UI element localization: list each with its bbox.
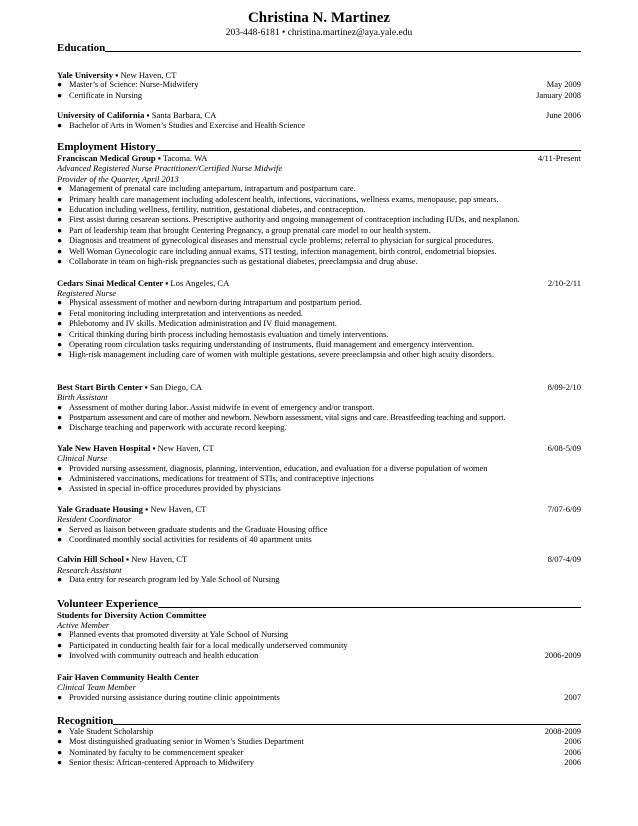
job-org: Best Start Birth Center ▪ <box>57 381 148 392</box>
job-dates: 7/07-6/09 <box>547 503 581 514</box>
job-dates: 8/09-2/10 <box>547 381 581 392</box>
job-org: Yale Graduate Housing ▪ <box>57 503 149 514</box>
employment-heading: Employment History <box>57 141 581 153</box>
list-item: ● Bachelor of Arts in Women’s Studies and Exercise and Health Science <box>57 120 305 130</box>
list-item: ● Involved with community outreach and health education 2006-2009 <box>57 651 581 661</box>
list-item: ● First assist during cesarean sections. Prescriptive authority and ongoing management of contraception including IUDs, and nexplanon. <box>57 215 520 225</box>
list-item: ● Yale Student Scholarship 2008-2009 <box>57 726 581 736</box>
job-role: Clinical Nurse <box>57 453 108 464</box>
list-item: ● Administered vaccinations, medications for treatment of STIs, and contraceptive injections <box>57 474 374 483</box>
list-item: ● Nominated by faculty to be commencement speaker 2006 <box>57 747 581 757</box>
volunteer-diversity <box>57 610 581 662</box>
job-location: Los Angeles, CA <box>168 277 230 288</box>
school-name: University of California ▪ <box>57 110 150 121</box>
school-name: Yale University ▪ <box>57 70 119 80</box>
job-award: Provider of the Quarter, April 2013 <box>57 173 179 184</box>
volunteer-heading: Volunteer Experience <box>57 598 581 610</box>
job-location: Tacoma. WA <box>160 153 208 164</box>
education-ucsb <box>57 110 581 131</box>
recognition-heading: Recognition <box>57 715 581 727</box>
list-item: ● Diagnosis and treatment of gynecological diseases and menstrual cycle problems; referral to physician for surgical procedures. <box>57 236 494 246</box>
contact-info: 203-448-6181 • christina.martinez@aya.yale.edu <box>225 28 413 38</box>
volunteer-role: Active Member <box>57 620 110 631</box>
job-dates: 6/08-5/09 <box>547 442 581 453</box>
list-item: ● Senior thesis: African-centered Approach to Midwifery 2006 <box>57 758 581 768</box>
recognition-list <box>57 727 581 769</box>
candidate-name: Christina N. Martinez <box>247 10 391 26</box>
job-graduate-housing <box>57 504 581 546</box>
list-item: ● Most distinguished graduating senior in Women’s Studies Department 2006 <box>57 737 581 747</box>
job-ynhh <box>57 443 581 495</box>
job-cedars <box>57 278 581 361</box>
list-item: ● Fetal monitoring including interpretation and interventions as needed. <box>57 308 303 318</box>
list-item: ● Critical thinking during birth process including hemostasis evaluation and timely interventions. <box>57 329 389 339</box>
list-item: ● Part of leadership team that brought Centering Pregnancy, a group prenatal care model to our health system. <box>57 225 431 235</box>
list-item: ● Assisted in special in-office procedures provided by physicians <box>57 484 281 494</box>
volunteer-role: Clinical Team Member <box>57 682 136 693</box>
list-item: ● Coordinated monthly social activities for residents of 40 apartment units <box>57 535 312 545</box>
volunteer-fair-haven <box>57 672 581 703</box>
list-item: ● Postpartum assessment and care of mother and newborn. Newborn assessment, vital signs and care. Breastfeeding teaching and support. <box>57 412 506 422</box>
job-dates: 4/11-Present <box>537 153 581 164</box>
list-item: ● High-risk management including care of women with multiple gestations, severe preeclampsia and other high acuity disorders. <box>57 350 494 360</box>
list-item: ● Phlebotomy and IV skills. Medication administration and IV fluid management. <box>57 319 337 329</box>
job-franciscan <box>57 153 581 267</box>
list-item: ● Collaborate in team on high-risk pregnancies such as gestational diabetes, preeclampsia and drug abuse. <box>57 257 418 267</box>
list-item: ● Data entry for research program led by Yale School of Nursing <box>57 575 280 585</box>
job-location: San Diego, CA <box>147 381 203 392</box>
school-date <box>575 70 581 80</box>
job-org: Calvin Hill School ▪ <box>57 554 130 565</box>
job-role: Research Assistant <box>57 564 122 575</box>
list-item: ● Assessment of mother during labor. Assist midwife in event of emergency and/or transport. <box>57 402 375 412</box>
job-dates: 8/07-4/09 <box>547 554 581 565</box>
job-org: Yale New Haven Hospital ▪ <box>57 442 156 453</box>
job-calvin-hill <box>57 554 581 585</box>
resume-page <box>57 10 581 769</box>
list-item: ● Physical assessment of mother and newborn during intrapartum and postpartum period. <box>57 298 362 308</box>
job-org: Franciscan Medical Group ▪ <box>57 153 161 164</box>
list-item: ● Management of prenatal care including antepartum, intrapartum and postpartum care. <box>57 184 356 194</box>
job-role: Registered Nurse <box>57 287 117 298</box>
list-item: ● Operating room circulation tasks requiring understanding of instruments, fluid management and emergency intervention. <box>57 339 474 349</box>
list-item: ● Education including wellness, fertility, nutrition, gestational diabetes, and contraception. <box>57 205 366 215</box>
list-item: ● Discharge teaching and paperwork with accurate record keeping. <box>57 423 287 433</box>
list-item: ● Provided nursing assessment, diagnosis, planning, intervention, education, and evaluation for a diverse population of women <box>57 463 488 473</box>
job-location: New Haven, CT <box>148 503 207 514</box>
list-item: ● Planned events that promoted diversity at Yale School of Nursing <box>57 630 289 640</box>
job-org: Cedars Sinai Medical Center ▪ <box>57 277 169 288</box>
list-item: ● Participated in conducting health fair for a local medically underserved community <box>57 640 348 650</box>
list-item: ● Certificate in Nursing January 2008 <box>57 90 581 100</box>
list-item: ● Master’s of Science: Nurse-Midwifery May 2009 <box>57 80 581 90</box>
education-heading: Education <box>57 42 581 54</box>
list-item: ● Primary health care management including adolescent health, infections, vaccinations, wellness exams, menopause, pap smears. <box>57 194 499 204</box>
job-dates: 2/10-2/11 <box>547 277 581 288</box>
list-item: ● Well Woman Gynecologic care including annual exams, STI testing, infection management, birth control, endometrial biopsies. <box>57 246 497 256</box>
job-role: Birth Assistant <box>57 392 108 403</box>
list-item: ● Served as liaison between graduate students and the Graduate Housing office <box>57 524 328 534</box>
job-location: New Haven, CT <box>155 442 214 453</box>
job-location: New Haven, CT <box>129 554 188 565</box>
list-item: ● Provided nursing assistance during routine clinic appointments 2007 <box>57 692 581 702</box>
job-role: Resident Coordinator <box>57 514 132 525</box>
volunteer-org: Students for Diversity Action Committee <box>57 609 207 620</box>
job-role: Advanced Registered Nurse Practitioner/Certified Nurse Midwife <box>57 163 283 174</box>
job-best-start <box>57 382 581 434</box>
volunteer-org: Fair Haven Community Health Center <box>57 671 200 682</box>
school-location: New Haven, CT <box>118 70 177 80</box>
school-date: June 2006 <box>545 110 581 121</box>
school-location: Santa Barbara, CA <box>149 110 217 121</box>
education-yale <box>57 70 581 101</box>
